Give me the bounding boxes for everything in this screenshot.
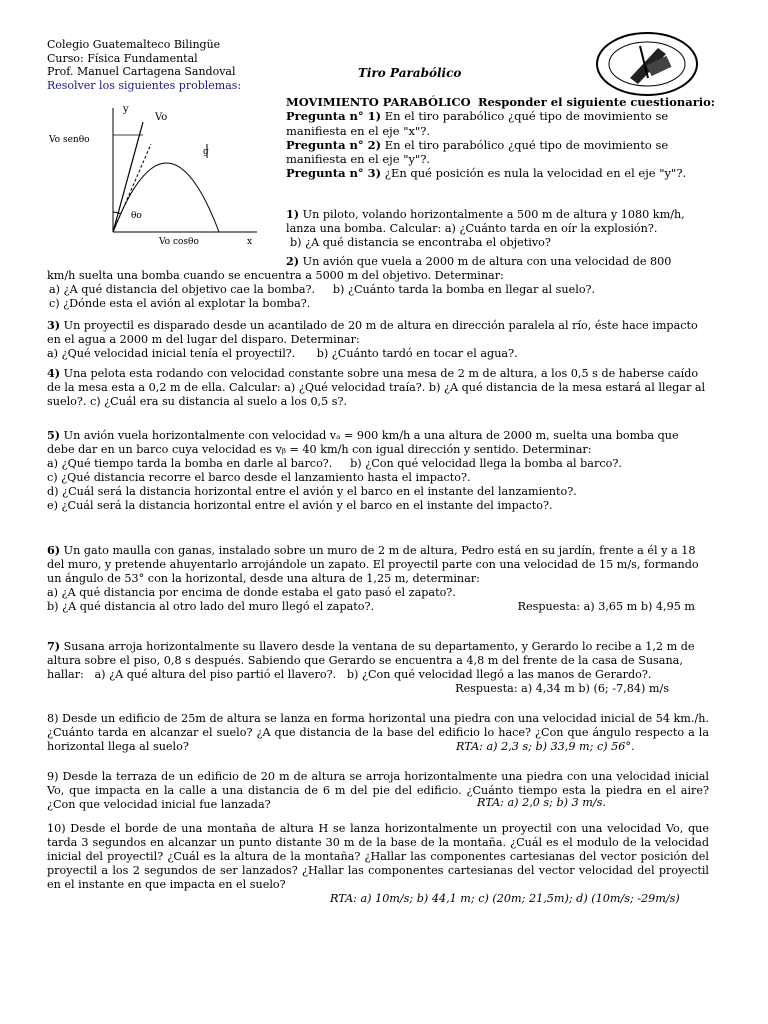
section-subheading: Responder el siguiente cuestionario: <box>477 95 716 109</box>
projectile-diagram <box>47 104 271 254</box>
problem-9: 9) Desde la terraza de un edificio de 20 m de altura se arroja horizontalmente una piedra con una velocidad inicial Vo, que impacta en la calle a una distancia de 6 m del pie del edificio. ¿Cuánto tiempo esta la piedra en el aire? ¿Con que velocidad inicial fue lanzada? <box>47 770 709 812</box>
question-2: Pregunta n° 2) En el tiro parabólico ¿qué tipo de movimiento se manifiesta en el eje "y"?. <box>286 137 669 167</box>
problem-3: 3) Un proyectil es disparado desde un acantilado de 20 m de altura en dirección paralela al río, éste hace impacto en el agua a 2000 m del lugar del disparo. Determinar: a) ¿Qué velocidad inicial tenía el proyectil?. b) ¿Cuánto tardó en tocar el agua?. <box>47 318 698 361</box>
course-name: Curso: Física Fundamental <box>47 51 198 65</box>
problem-8-answer: RTA: a) 2,3 s; b) 33,9 m; c) 56°. <box>456 740 635 753</box>
problem-1: 1) Un piloto, volando horizontalmente a 500 m de altura y 1080 km/h, lanza una bomba. Calcular: a) ¿Cuánto tarda en oír la explosión?. b) ¿A qué distancia se encontraba el objetivo? <box>286 207 685 250</box>
school-name: Colegio Guatemalteco Bilingüe <box>47 38 221 51</box>
x-axis-label: x <box>247 237 253 247</box>
school-logo <box>582 20 712 96</box>
question-3: Pregunta n° 3) ¿En qué posición es nula la velocidad en el eje "y"?. <box>286 166 687 181</box>
problem-7: 7) Susana arroja horizontalmente su llavero desde la ventana de su departamento, y Gerardo lo recibe a 1,2 m de altura sobre el piso, 0,8 s después. Sabiendo que Gerardo se encuentra a 4,8 m del frente de la casa de Susana, hallar: a) ¿A qué altura del piso partió el llavero?. b) ¿Con qué velocidad llegó a las manos de Gerardo?. Respuesta: a) 4,34 m b) (6; -7,84) m/s <box>47 639 709 696</box>
vo-sin-label: Vo senθo <box>49 135 90 145</box>
vo-label: Vo <box>155 112 168 123</box>
g-label: g <box>203 147 209 157</box>
problem-10: 10) Desde el borde de una montaña de altura H se lanza horizontalmente un proyectil con una velocidad Vo, que tarda 3 segundos en alcanzar un punto distante 30 m de la base de la montaña. ¿Cuál es el modulo de la velocidad inicial del proyectil? ¿Cuál es la altura de la montaña? ¿Hallar las componentes cartesianas del vector posición del proyectil a los 2 segundos de ser lanzados? ¿Hallar las componentes cartesianas del vector velocidad del proyectil en el instante en que impacta en el suelo? <box>47 822 709 892</box>
page-title: Tiro Parabólico <box>358 66 462 80</box>
problem-9-answer: RTA: a) 2,0 s; b) 3 m/s. <box>477 796 606 809</box>
problem-4: 4) Una pelota esta rodando con velocidad constante sobre una mesa de 2 m de altura, a los 0,5 s de haberse caído de la mesa esta a 0,2 m de ella. Calcular: a) ¿Qué velocidad traía?. b) ¿A qué distancia de la mesa estará al llegar al suelo?. c) ¿Cuál era su distancia al suelo a los 0,5 s?. <box>47 366 706 409</box>
theta-label: θo <box>131 211 142 221</box>
y-axis-label: y <box>123 104 129 115</box>
problem-6: 6) Un gato maulla con ganas, instalado sobre un muro de 2 m de altura, Pedro está en su jardín, frente a él y a 18 del muro, y pretende ahuyentarlo arrojándole un zapato. El proyectil parte con una velocidad de 15 m/s, formando un ángulo de 53° con la horizontal, desde una altura de 1,25 m, determinar: a) ¿A qué distancia por encima de donde estaba el gato pasó el zapato?. b) ¿A qué distancia al otro lado del muro llegó el zapato?. Respuesta: a) 3,65 m b) 4,95 m <box>47 543 709 614</box>
problem-8: 8) Desde un edificio de 25m de altura se lanza en forma horizontal una piedra con una velocidad inicial de 54 km./h. ¿Cuánto tarda en alcanzar el suelo? ¿A que distancia de la base del edificio lo hace? ¿Con que ángulo respecto a la horizontal llega al suelo? <box>47 712 709 754</box>
problem-10-answer: RTA: a) 10m/s; b) 44,1 m; c) (20m; 21,5m); d) (10m/s; -29m/s) <box>330 892 680 905</box>
vo-cos-label: Vo cosθo <box>159 237 199 247</box>
header-block <box>47 38 241 92</box>
teacher-name: Prof. Manuel Cartagena Sandoval <box>47 65 236 78</box>
section-heading: MOVIMIENTO PARABÓLICO <box>286 95 471 109</box>
problem-5: 5) Un avión vuela horizontalmente con velocidad vₐ = 900 km/h a una altura de 2000 m, suelta una bomba que debe dar en un barco cuya velocidad es vᵦ = 40 km/h con igual dirección y sentido. Determinar: a) ¿Qué tiempo tarda la bomba en darle al barco?. b) ¿Con qué velocidad llega la bomba al barco?. c) ¿Qué distancia recorre el barco desde el lanzamiento hasta el impacto?. d) ¿Cuál será la distancia horizontal entre el avión y el barco en el instante del lanzamiento?. e) ¿Cuál será la distancia horizontal entre el avión y el barco en el instante del impacto?. <box>47 428 679 513</box>
question-1: Pregunta n° 1) En el tiro parabólico ¿qué tipo de movimiento se manifiesta en el eje "x"?. <box>286 109 669 138</box>
questionnaire <box>286 95 726 181</box>
problem-6-answer: Respuesta: a) 3,65 m b) 4,95 m <box>517 600 695 614</box>
problem-7-answer: Respuesta: a) 4,34 m b) (6; -7,84) m/s <box>455 682 669 696</box>
problem-2: 2) Un avión que vuela a 2000 m de altura con una velocidad de 800 km/h suelta una bomba cuando se encuentra a 5000 m del objetivo. Determinar: a) ¿A qué distancia del objetivo cae la bomba?. b) ¿Cuánto tarda la bomba en llegar al suelo?. c) ¿Dónde esta el avión al explotar la bomba?. <box>47 254 672 311</box>
instruction-text: Resolver los siguientes problemas: <box>47 78 242 92</box>
